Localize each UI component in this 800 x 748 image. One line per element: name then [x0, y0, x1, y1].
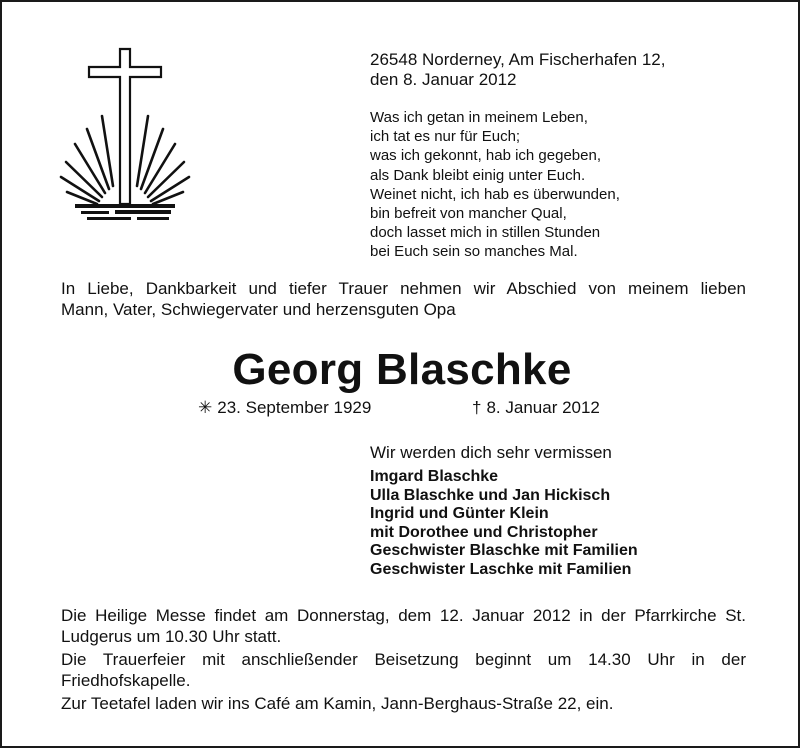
birth-star-icon: ✳ [198, 398, 213, 417]
funeral-info [61, 650, 746, 691]
funeral-line: Die Trauerfeier mit anschließender Beisetzung beginnt um 14.30 Uhr in der [61, 650, 746, 669]
birth-date-text: 23. September 1929 [217, 398, 372, 417]
mourner-name: Ulla Blaschke und Jan Hickisch [370, 486, 611, 504]
death-date-text: 8. Januar 2012 [486, 398, 600, 417]
birth-date [198, 398, 371, 418]
poem-line: ich tat es nur für Euch; [370, 128, 521, 146]
poem-line: Weinet nicht, ich hab es überwunden, [370, 185, 620, 203]
date-line: den 8. Januar 2012 [370, 70, 517, 89]
poem [370, 108, 620, 262]
mass-line: Ludgerus um 10.30 Uhr statt. [61, 626, 282, 646]
mass-line: Die Heilige Messe findet am Donnerstag, dem 12. Januar 2012 in der Pfarrkirche St. [61, 606, 746, 625]
mourner-name: Geschwister Blaschke mit Familien [370, 542, 638, 560]
place-and-date [370, 50, 665, 90]
address-line: 26548 Norderney, Am Fischerhafen 12, [370, 50, 666, 69]
mourner-name: Imgard Blaschke [370, 468, 499, 485]
farewell-intro [61, 278, 746, 320]
tea-info: Zur Teetafel laden wir ins Café am Kamin, Jann-Berghaus-Straße 22, ein. [61, 694, 614, 713]
service-details [61, 606, 746, 715]
intro-line: Mann, Vater, Schwiegervater und herzensguten Opa [61, 300, 456, 319]
mourner-name: Geschwister Laschke mit Familien [370, 560, 632, 578]
poem-line: doch lasset mich in stillen Stunden [370, 224, 601, 242]
cross-sunrise-icon [57, 44, 197, 239]
mourner-name: Ingrid und Günter Klein [370, 505, 549, 523]
death-date [472, 398, 600, 418]
mourners-intro: Wir werden dich sehr vermissen [370, 443, 612, 462]
poem-line: als Dank bleibt einig unter Euch. [370, 166, 586, 184]
poem-line: bin befreit von mancher Qual, [370, 205, 567, 223]
mourners-list [370, 468, 638, 580]
death-cross-icon: † [472, 398, 482, 417]
poem-line: was ich gekonnt, hab ich gegeben, [370, 147, 601, 165]
mourner-name: mit Dorothee und Christopher [370, 523, 598, 541]
poem-line: bei Euch sein so manches Mal. [370, 243, 578, 261]
deceased-name: Georg Blaschke [232, 345, 572, 394]
intro-line: In Liebe, Dankbarkeit und tiefer Trauer nehmen wir Abschied von meinem lieben [61, 279, 746, 298]
poem-line: Was ich getan in meinem Leben, [370, 109, 588, 126]
mass-info [61, 606, 746, 647]
funeral-line: Friedhofskapelle. [61, 670, 191, 690]
